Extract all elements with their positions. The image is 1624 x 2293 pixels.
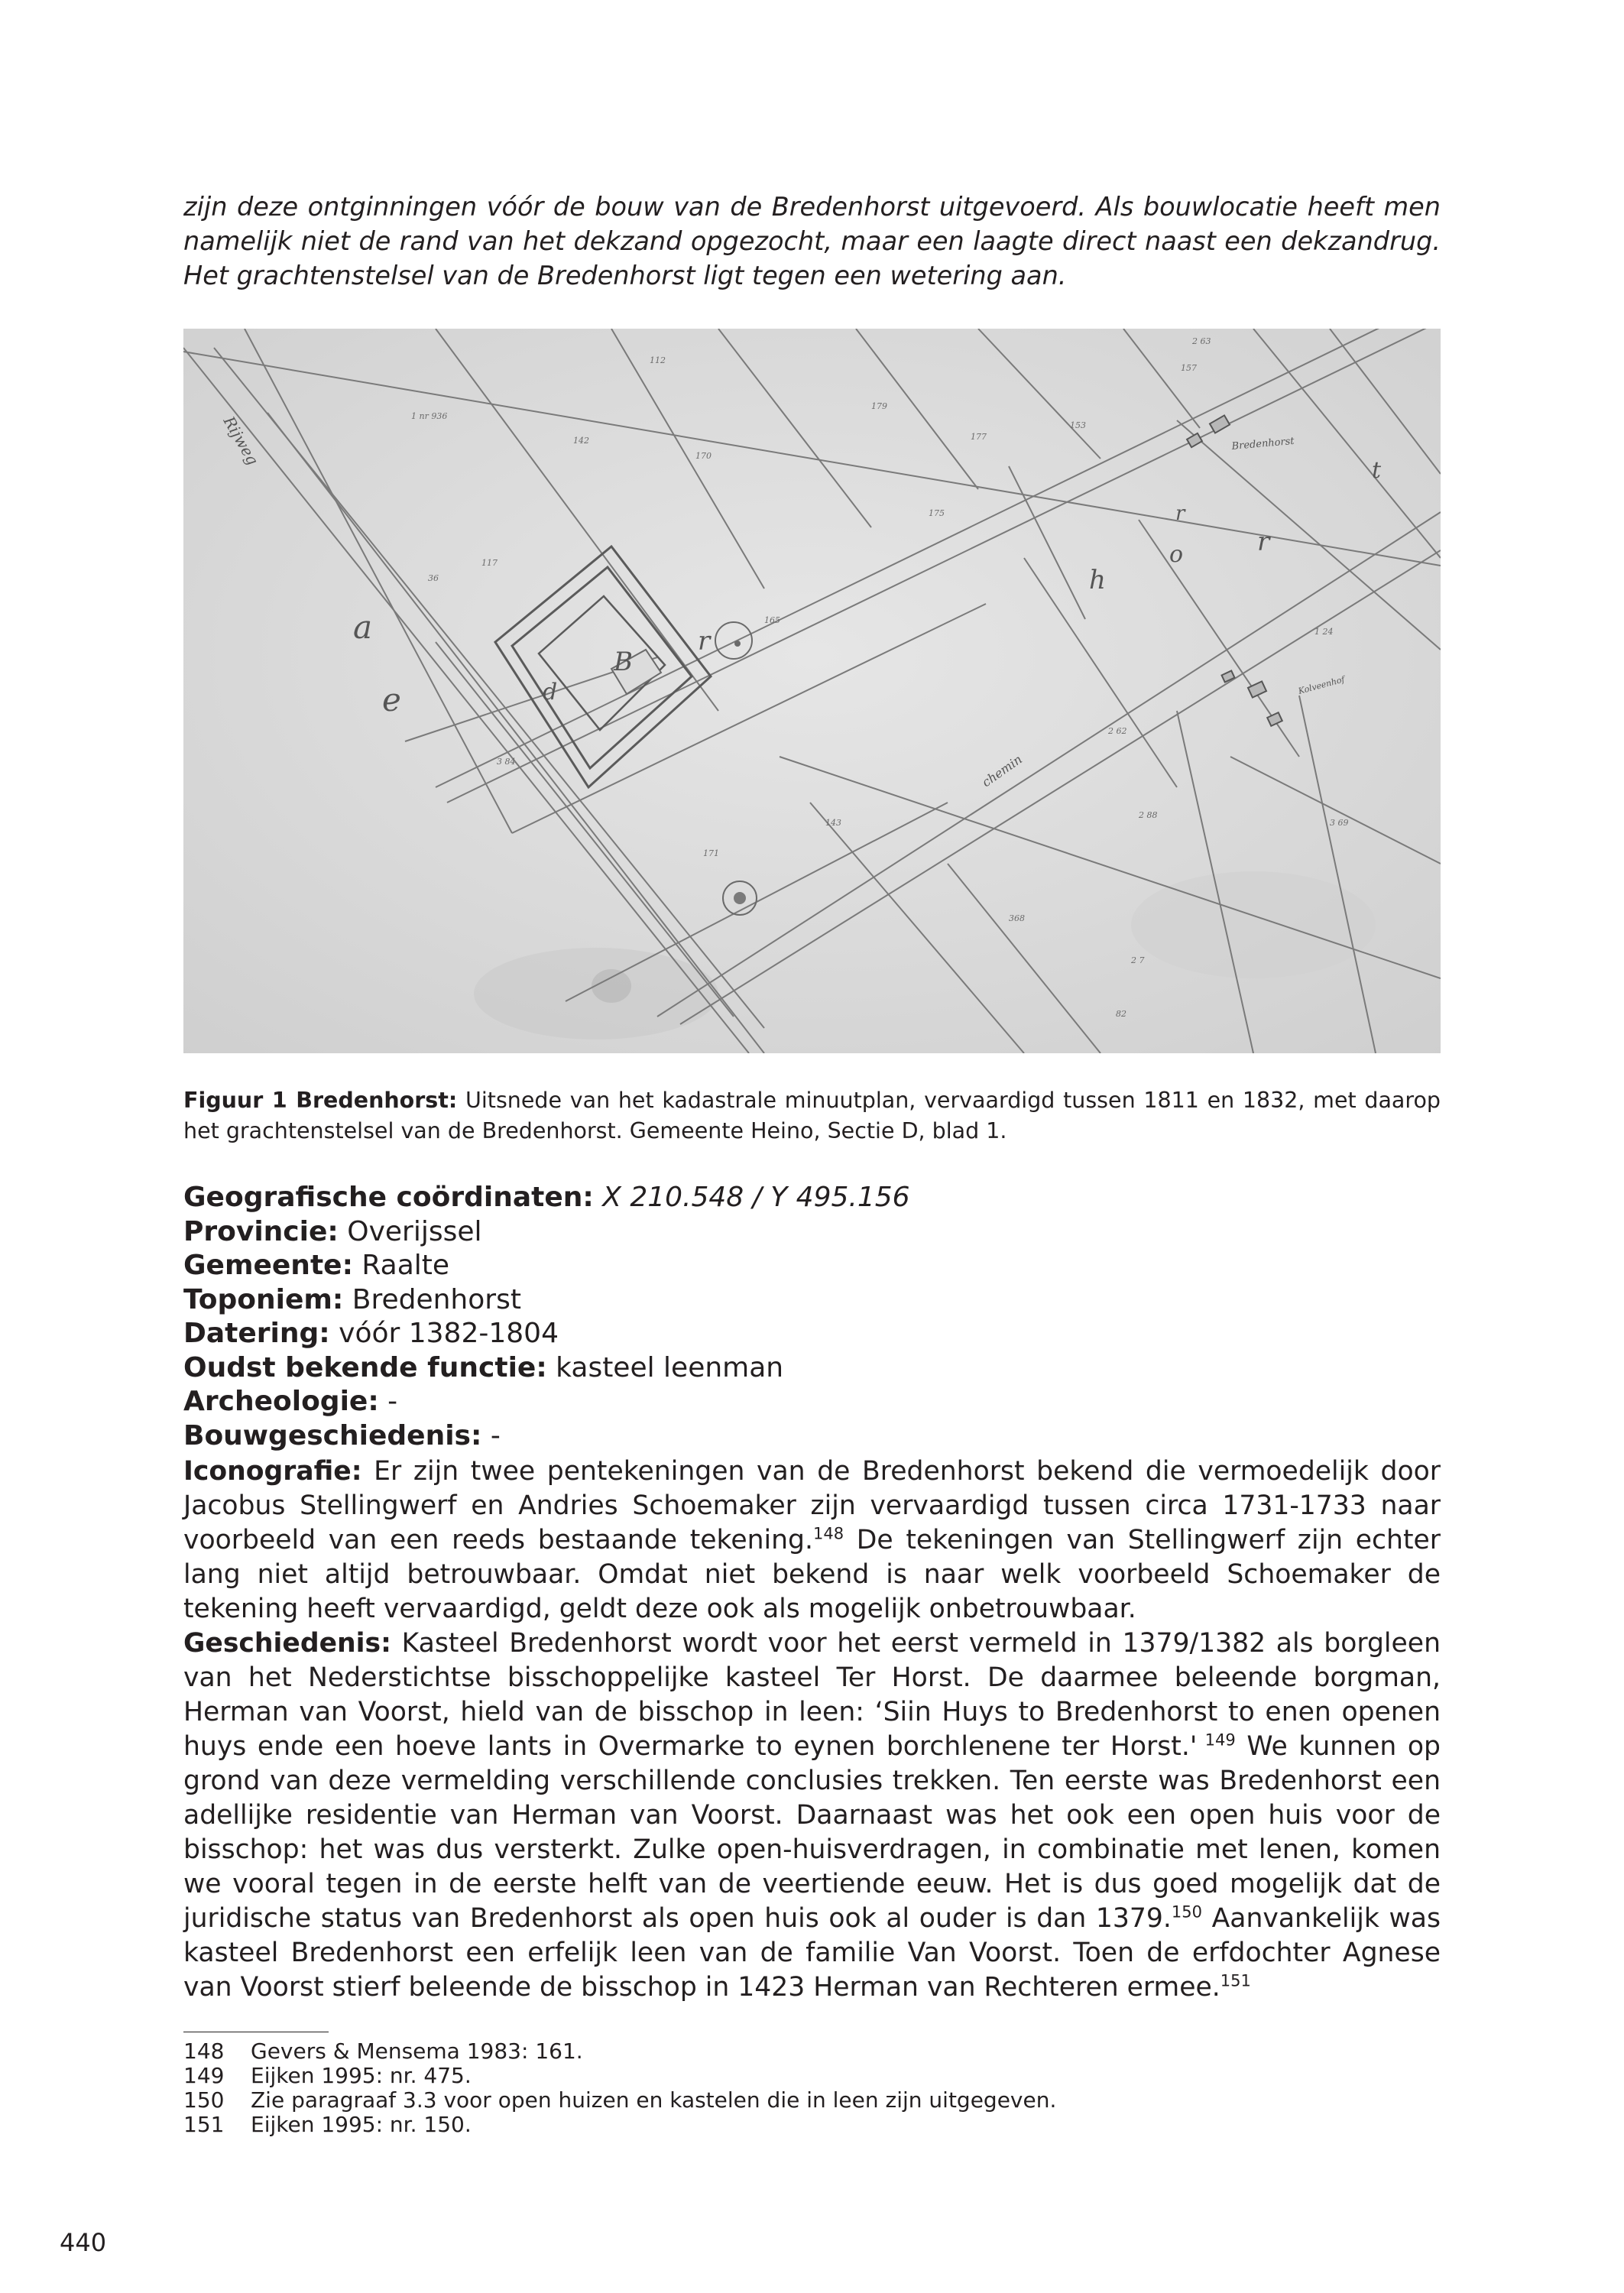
- footnote-number: 148: [183, 2038, 225, 2064]
- footnote-ref[interactable]: 151: [1220, 1971, 1251, 1990]
- svg-text:142: 142: [573, 436, 589, 446]
- svg-text:112: 112: [650, 355, 666, 365]
- svg-text:2 62: 2 62: [1108, 726, 1127, 736]
- metadata-label: Provincie:: [183, 1215, 339, 1247]
- svg-text:179: 179: [871, 401, 887, 411]
- metadata-value: Raalte: [352, 1250, 450, 1281]
- svg-text:1 24: 1 24: [1314, 627, 1334, 637]
- footnote-text: Gevers & Mensema 1983: 161.: [251, 2038, 583, 2064]
- metadata-gemeente: [183, 1249, 1441, 1283]
- svg-text:117: 117: [481, 558, 498, 568]
- svg-text:153: 153: [1070, 420, 1086, 430]
- paragraph-text: Aanvankelijk was kasteel Bredenhorst een erfelijk leen van de familie Van Voorst. Toen de erfdochter Agnese van Voorst stierf beleende de bisschop in 1423 Herman van Rechteren ermee.: [183, 1903, 1441, 2003]
- iconografie-paragraph: [183, 1455, 1441, 1627]
- metadata-datering: [183, 1317, 1441, 1351]
- metadata-label: Datering:: [183, 1318, 330, 1349]
- paragraph-text: Er zijn twee pentekeningen van de Bredenhorst bekend die vermoedelijk door Jacobus Stellingwerf en Andries Schoemaker zijn vervaardigd tussen circa 1731-1733 naar voorbeeld van een reeds bestaande tekening.: [183, 1456, 1441, 1555]
- metadata-functie: [183, 1351, 1441, 1386]
- map-script-letter: h: [1089, 565, 1106, 595]
- svg-text:157: 157: [1181, 363, 1197, 373]
- svg-text:36: 36: [428, 573, 439, 583]
- svg-text:2 88: 2 88: [1139, 810, 1158, 820]
- svg-text:2 7: 2 7: [1131, 955, 1145, 965]
- map-script-letter: t: [1372, 457, 1382, 484]
- footnote-number: 149: [183, 2063, 225, 2088]
- paragraph-text: De tekeningen van Stellingwerf zijn echter lang niet altijd betrouwbaar. Omdat niet bekend is naar welk voorbeeld Schoemaker de tekening heeft vervaardigd, geldt deze ook als mogelijk onbetrouwbaar.: [183, 1525, 1441, 1624]
- svg-text:177: 177: [971, 432, 987, 442]
- svg-text:165: 165: [764, 615, 780, 625]
- footnote-text: Eijken 1995: nr. 150.: [251, 2112, 472, 2137]
- footnote-number: 151: [183, 2112, 225, 2137]
- map-road-label: Rijweg: [219, 413, 263, 469]
- metadata-provincie: [183, 1215, 1441, 1250]
- metadata-toponiem: [183, 1283, 1441, 1318]
- paragraph-text: We kunnen op grond van deze vermelding verschillende conclusies trekken. Ten eerste was Bredenhorst een adellijke residentie van Herman van Voorst. Daarnaast was het ook een open huis voor de bisschop: het was dus versterkt. Zulke open-huisverdragen, in combinatie met lenen, komen we vooral tegen in de eerste helft van de veertiende eeuw. Het is dus goed mogelijk dat de juridische status van Bredenhorst als open huis ook al ouder is dan 1379.: [183, 1731, 1441, 1934]
- page-number: 440: [60, 2228, 107, 2257]
- metadata-label: Archeologie:: [183, 1386, 379, 1417]
- footnote-number: 150: [183, 2087, 225, 2113]
- figure-caption: [183, 1085, 1441, 1146]
- metadata-value: Bredenhorst: [343, 1283, 521, 1315]
- svg-text:170: 170: [695, 451, 712, 461]
- map-script-letter: r: [698, 626, 711, 657]
- metadata-value: vóór 1382-1804: [329, 1318, 559, 1349]
- svg-text:2 63: 2 63: [1192, 336, 1211, 346]
- body-text: [183, 1455, 1441, 2005]
- metadata-label: Gemeente:: [183, 1250, 353, 1281]
- map-script-letter: o: [1169, 541, 1184, 568]
- footnote-item: [183, 2039, 1441, 2064]
- metadata-value: -: [481, 1419, 501, 1451]
- footnote-item: [183, 2113, 1441, 2137]
- figure-caption-label: Figuur 1 Bredenhorst:: [183, 1088, 458, 1113]
- metadata-value: X 210.548 / Y 495.156: [593, 1182, 910, 1213]
- svg-text:3 84: 3 84: [497, 757, 516, 767]
- footnote-ref[interactable]: 149: [1197, 1730, 1236, 1750]
- svg-text:1 nr 936: 1 nr 936: [411, 411, 448, 421]
- map-label-chemin: chemin: [979, 751, 1025, 790]
- map-script-letter: a: [353, 608, 373, 646]
- metadata-value: Overijssel: [338, 1215, 482, 1247]
- svg-text:82: 82: [1116, 1009, 1126, 1019]
- footnotes: [183, 2039, 1441, 2137]
- metadata-bouwgeschiedenis: [183, 1419, 1441, 1454]
- svg-text:175: 175: [929, 508, 945, 518]
- svg-text:368: 368: [1009, 913, 1025, 923]
- footnote-text: Zie paragraaf 3.3 voor open huizen en kastelen die in leen zijn uitgegeven.: [251, 2087, 1057, 2113]
- iconografie-label: Iconografie:: [183, 1456, 362, 1487]
- figure-caption-text: Uitsnede van het kadastrale minuutplan, vervaardigd tussen 1811 en 1832, met daarop het grachtenstelsel van de Bredenhorst. Gemeente Heino, Sectie D, blad 1.: [183, 1088, 1441, 1143]
- map-script-letter: e: [382, 681, 401, 718]
- geschiedenis-label: Geschiedenis:: [183, 1628, 391, 1659]
- map-script-letter: d: [543, 679, 558, 705]
- map-script-letter: r: [1257, 527, 1270, 557]
- metadata-archeologie: [183, 1385, 1441, 1419]
- metadata-value: kasteel leenman: [546, 1351, 784, 1383]
- footnote-item: [183, 2064, 1441, 2088]
- svg-text:171: 171: [703, 848, 719, 858]
- metadata-coordinates: [183, 1181, 1441, 1215]
- geschiedenis-paragraph: [183, 1627, 1441, 2005]
- cadastral-map-image: [183, 329, 1441, 1053]
- metadata-label: Geografische coördinaten:: [183, 1182, 594, 1213]
- footnote-ref[interactable]: 148: [813, 1524, 844, 1543]
- svg-text:3 69: 3 69: [1330, 818, 1349, 828]
- cadastral-map-figure: [183, 329, 1441, 1053]
- metadata-label: Oudst bekende functie:: [183, 1351, 547, 1383]
- footnote-text: Eijken 1995: nr. 475.: [251, 2063, 472, 2088]
- paragraph-text: Kasteel Bredenhorst wordt voor het eerst vermeld in 1379/1382 als borgleen van het Nederstichtse bisschoppelijke kasteel Ter Horst. De daarmee beleende borgman, Herman van Voorst, hield van de bisschop in leen: ‘Siin Huys to Bredenhorst to enen openen huys ende een hoeve lants in Overmarke to eynen borchlenene ter Horst.': [183, 1628, 1441, 1762]
- map-label-bredenhorst: Bredenhorst: [1231, 435, 1295, 452]
- intro-paragraph: zijn deze ontginningen vóór de bouw van de Bredenhorst uitgevoerd. Als bouwlocatie heeft men namelijk niet de rand van het dekzand opgezocht, maar een laagte direct naast een dekzandrug. Het grachtenstelsel van de Bredenhorst ligt tegen een wetering aan.: [183, 192, 1441, 290]
- svg-text:143: 143: [825, 818, 841, 828]
- footnote-item: [183, 2088, 1441, 2113]
- metadata-label: Bouwgeschiedenis:: [183, 1419, 482, 1451]
- map-script-letter: r: [1175, 502, 1185, 525]
- map-script-letter: B: [614, 647, 633, 677]
- footnote-ref[interactable]: 150: [1171, 1902, 1202, 1922]
- metadata-label: Toponiem:: [183, 1283, 344, 1315]
- metadata-value: -: [378, 1386, 398, 1417]
- site-metadata: [183, 1181, 1441, 1453]
- map-label-kolveenhof: Kolveenhof: [1297, 674, 1346, 696]
